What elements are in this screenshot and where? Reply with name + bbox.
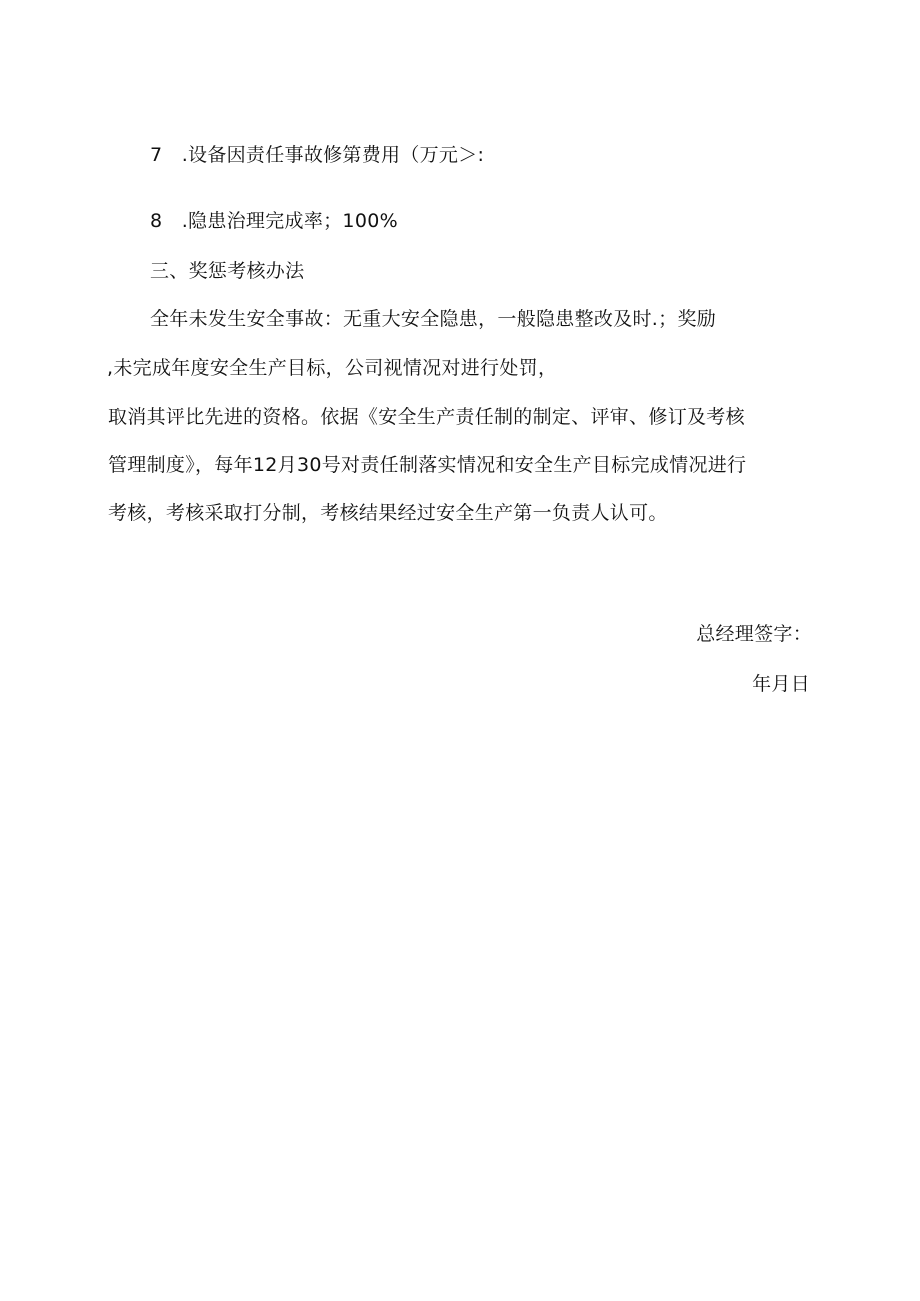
paragraph-line-1: 全年未发生安全事故：无重大安全隐患，一般隐患整改及时.；奖励 [150,308,717,330]
paragraph-line-2: ,未完成年度安全生产目标，公司视情况对进行处罚， [107,357,558,379]
item-7: 7 .设备因责任事故修第费用（万元＞: [150,144,485,166]
paragraph-line-5: 考核，考核采取打分制，考核结果经过安全生产第一负责人认可。 [108,502,668,524]
paragraph-line-4: 管理制度》，每年12月30号对责任制落实情况和安全生产目标完成情况进行 [108,454,747,476]
date-label: 年月日 [752,673,810,695]
section-heading: 三、奖惩考核办法 [150,260,305,282]
paragraph-line-3: 取消其评比先进的资格。依据《安全生产责任制的制定、评审、修订及考核 [108,406,745,428]
signature-label: 总经理签字： [696,623,812,645]
item-8: 8 .隐患治理完成率；100% [150,210,398,232]
